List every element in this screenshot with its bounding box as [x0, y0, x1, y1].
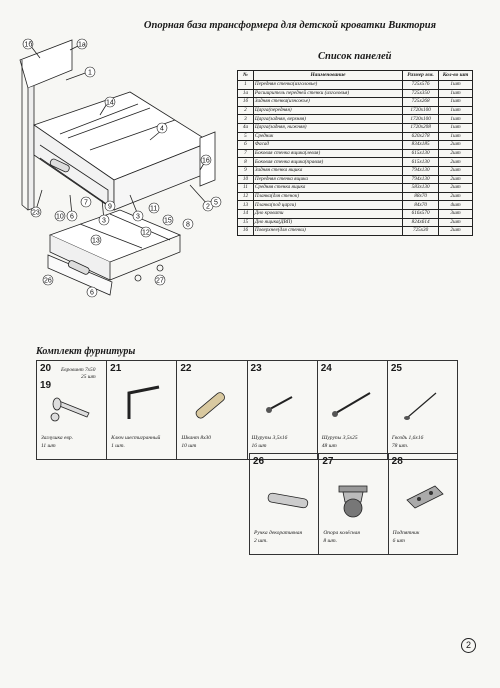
hardware-row — [249, 453, 458, 555]
hardware-qty: 11 шт — [41, 443, 56, 449]
hardware-name: Шкант 8x30 — [181, 435, 212, 441]
table-row — [238, 201, 473, 210]
cell-size: 834x185 — [403, 141, 439, 150]
cell-qty: 2шт — [439, 192, 473, 201]
cell-size: 620x278 — [403, 132, 439, 141]
hardware-name: Ручка декоративная — [254, 530, 303, 536]
cell-size: 583x130 — [403, 184, 439, 193]
handle-icon — [258, 472, 310, 524]
hardware-name: Опора колёсная — [323, 530, 360, 536]
cell-num: 2 — [238, 106, 254, 115]
cell-size: 616x570 — [403, 209, 439, 218]
hardware-cell — [389, 454, 457, 554]
page-number: 2 — [461, 638, 476, 653]
table-row — [238, 89, 473, 98]
callout-label: 23 — [32, 209, 40, 217]
callout-label: 12 — [142, 229, 150, 237]
hardware-cell — [107, 361, 177, 459]
table-row — [238, 227, 473, 236]
cell-name: Планка(для стенок) — [253, 192, 402, 201]
table-row — [238, 141, 473, 150]
hardware-qty: 6 шт — [392, 538, 405, 544]
cell-qty: 3шт — [439, 209, 473, 218]
callout-label: 5 — [214, 199, 218, 207]
cell-num: 10 — [238, 175, 254, 184]
cell-qty: 1шт — [439, 98, 473, 107]
hardware-cell — [250, 454, 319, 554]
callout-label: 1 — [88, 69, 92, 77]
hardware-name: Подпятник — [392, 530, 420, 536]
cell-name: Планка(под царги) — [253, 201, 402, 210]
caster-icon — [327, 472, 379, 524]
cell-qty: 2шт — [439, 149, 473, 158]
cell-qty: 1шт — [439, 115, 473, 124]
cell-qty: 1шт — [439, 123, 473, 132]
cell-name: Поверхнее(для стенки) — [253, 227, 402, 236]
hardware-name: Шурупы 3,5x25 — [321, 435, 358, 441]
hardware-cell — [37, 361, 107, 459]
callout-label: 6 — [90, 289, 94, 297]
nail-icon — [396, 379, 448, 431]
hardware-qty: 1 шт. — [111, 443, 125, 449]
cell-qty: 2шт — [439, 175, 473, 184]
cell-name: Задняя стенка(изножье) — [253, 98, 402, 107]
hardware-qty: 10 шт — [181, 443, 197, 449]
cell-qty: 2шт — [439, 184, 473, 193]
cell-num: 9 — [238, 166, 254, 175]
table-row — [238, 98, 473, 107]
table-row — [238, 115, 473, 124]
cell-qty: 4шт — [439, 201, 473, 210]
cell-qty: 1шт — [439, 132, 473, 141]
cell-num: 1а — [238, 89, 254, 98]
dowel-icon — [185, 379, 237, 431]
col-header-number: № — [238, 71, 254, 81]
cell-name: Задняя стенка ящика — [253, 166, 402, 175]
hardware-number: 28 — [391, 456, 403, 467]
cell-num: 7 — [238, 149, 254, 158]
cell-size: 824x614 — [403, 218, 439, 227]
callout-label: 3 — [136, 213, 140, 221]
cell-num: 4а — [238, 123, 254, 132]
cell-name: Средник — [253, 132, 402, 141]
hardware-name: Заглушка евр. — [41, 435, 73, 441]
hardware-qty: 48 шт — [321, 443, 337, 449]
col-header-name: Наименование — [253, 71, 402, 81]
cell-num: 15 — [238, 218, 254, 227]
cell-num: 13 — [238, 201, 254, 210]
cell-qty: 1шт — [439, 106, 473, 115]
cell-qty: 1шт — [439, 89, 473, 98]
page-title: Опорная база трансформера для детской кроватки Виктория — [143, 20, 437, 31]
hardware-qty: 8 шт. — [323, 538, 338, 544]
hardware-qty: 16 шт — [251, 443, 267, 449]
cell-name: Царга(задняя, нижняя) — [253, 123, 402, 132]
callout-label: 14 — [106, 99, 114, 107]
cell-size: 615x130 — [403, 158, 439, 167]
hardware-number: 21 — [110, 363, 122, 374]
cell-num: 8 — [238, 158, 254, 167]
cell-size: 615x130 — [403, 149, 439, 158]
table-row — [238, 123, 473, 132]
table-row — [238, 158, 473, 167]
callout-label: 2 — [206, 203, 210, 211]
screw-short-icon — [256, 379, 308, 431]
hardware-cell — [319, 454, 388, 554]
hardware-number: 19 — [40, 380, 52, 391]
hardware-name: Шурупы 3,5x16 — [251, 435, 288, 441]
cell-name: Царга(передняя) — [253, 106, 402, 115]
cell-size: 794x130 — [403, 166, 439, 175]
hardware-number: 26 — [253, 456, 265, 467]
hardware-name: Ключ шестигранный — [111, 435, 161, 441]
hardware-cell — [388, 361, 457, 459]
cell-size: 725x268 — [403, 98, 439, 107]
callout-label: 11 — [150, 205, 158, 213]
cell-size: 725x576 — [403, 81, 439, 90]
panel-table — [237, 70, 473, 236]
callout-label: 13 — [92, 237, 100, 245]
hardware-qty: 2 шт. — [254, 538, 268, 544]
callout-label: 27 — [156, 277, 164, 285]
panel-list-title: Список панелей — [318, 51, 392, 62]
callout-label: 8 — [186, 221, 190, 229]
table-row — [238, 218, 473, 227]
hardware-cell — [248, 361, 318, 459]
table-row — [238, 175, 473, 184]
table-row — [238, 149, 473, 158]
table-row — [238, 132, 473, 141]
cell-num: 1 — [238, 81, 254, 90]
cell-qty: 2шт — [439, 141, 473, 150]
cell-size: 1720x208 — [403, 123, 439, 132]
table-row — [238, 192, 473, 201]
cell-qty: 2шт — [439, 227, 473, 236]
cell-name: Боковая стенка ящика(левая) — [253, 149, 402, 158]
cell-name: Передняя стенка ящика — [253, 175, 402, 184]
table-row — [238, 81, 473, 90]
cell-num: 14 — [238, 209, 254, 218]
cell-name: Передняя стенка(изголовье) — [253, 81, 402, 90]
callout-label: 3 — [102, 217, 106, 225]
callout-label: 9 — [108, 203, 112, 211]
callout-label: 26 — [44, 277, 52, 285]
panel-table-header — [238, 71, 473, 81]
cell-num: 1б — [238, 98, 254, 107]
cell-qty: 2шт — [439, 218, 473, 227]
hardware-title: Комплект фурнитуры — [36, 346, 136, 357]
table-row — [238, 166, 473, 175]
eurobolt-icon — [45, 379, 97, 431]
callout-label: 6 — [70, 213, 74, 221]
callout-label: 1б — [24, 41, 33, 49]
col-header-size: Размер мм. — [403, 71, 439, 81]
callout-label: 4 — [160, 125, 164, 133]
hardware-number: 22 — [180, 363, 192, 374]
cell-name: Расширитель передней стенки (изголовья) — [253, 89, 402, 98]
hardware-cell — [318, 361, 388, 459]
hardware-row — [36, 360, 458, 460]
table-row — [238, 209, 473, 218]
cell-num: 16 — [238, 227, 254, 236]
cell-num: 3 — [238, 115, 254, 124]
cell-num: 11 — [238, 184, 254, 193]
cell-name: Средняя стенка ящика — [253, 184, 402, 193]
cell-size: 794x130 — [403, 175, 439, 184]
hardware-note-qty: 25 шт — [81, 374, 96, 380]
hardware-number: 25 — [390, 363, 402, 374]
hardware-cell — [177, 361, 247, 459]
cell-qty: 2шт — [439, 166, 473, 175]
table-row — [238, 184, 473, 193]
cell-name: Дно ящика(ДВП) — [253, 218, 402, 227]
cell-num: 6 — [238, 141, 254, 150]
col-header-qty: Кол-во шт — [439, 71, 473, 81]
hardware-number: 20 — [40, 363, 52, 374]
cell-name: Боковая стенка ящика(правая) — [253, 158, 402, 167]
cell-name: Фасад — [253, 141, 402, 150]
cell-size: 88x70 — [403, 192, 439, 201]
cell-size: 1720x100 — [403, 115, 439, 124]
cell-size: 725x30 — [403, 227, 439, 236]
cell-qty: 2шт — [439, 158, 473, 167]
callout-label: 1а — [78, 41, 86, 49]
callout-label: 10 — [56, 213, 64, 221]
cell-size: 725x350 — [403, 89, 439, 98]
cell-num: 12 — [238, 192, 254, 201]
hardware-note: Евровинт 7x50 — [61, 367, 96, 373]
bracket-icon — [397, 472, 449, 524]
exploded-drawing — [10, 30, 232, 300]
hardware-number: 27 — [322, 456, 334, 467]
hex-key-icon — [115, 379, 167, 431]
callout-label: 16 — [202, 157, 210, 165]
callout-label: 7 — [84, 199, 88, 207]
cell-size: 84x70 — [403, 201, 439, 210]
cell-name: Дно кровати — [253, 209, 402, 218]
hardware-number: 24 — [320, 363, 332, 374]
cell-qty: 1шт — [439, 81, 473, 90]
cell-num: 5 — [238, 132, 254, 141]
hardware-qty: 78 шт. — [391, 443, 409, 449]
callout-label: 15 — [164, 217, 172, 225]
table-row — [238, 106, 473, 115]
cell-size: 1720x100 — [403, 106, 439, 115]
hardware-name: Гвоздь 1,6x16 — [391, 435, 424, 441]
screw-long-icon — [326, 379, 378, 431]
cell-name: Царга(задняя, верхняя) — [253, 115, 402, 124]
hardware-number: 23 — [250, 363, 262, 374]
